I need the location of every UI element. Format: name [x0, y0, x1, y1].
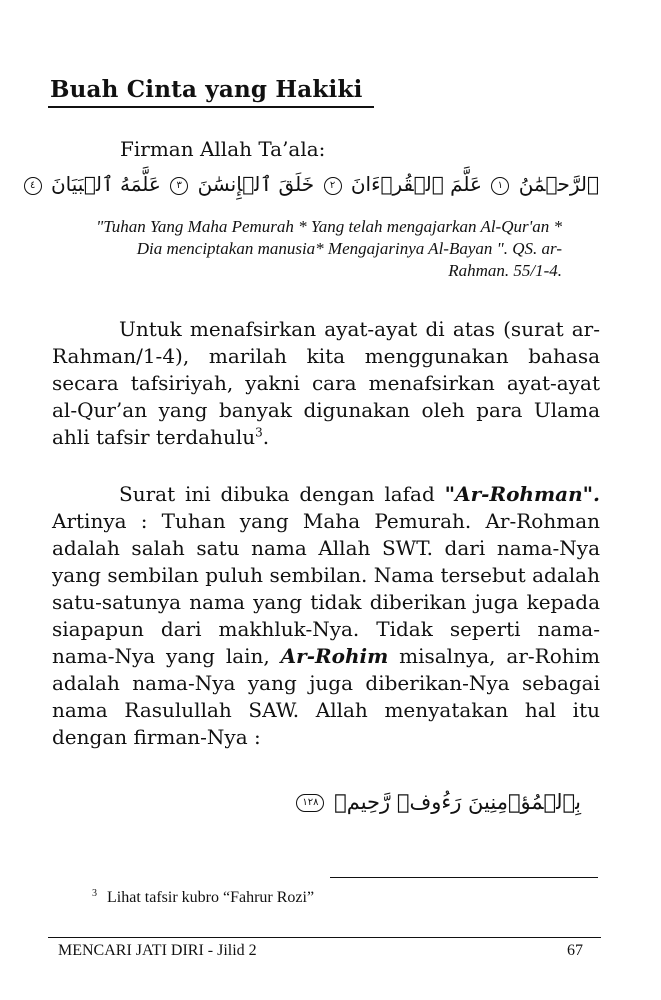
- paragraph-1: [52, 316, 600, 451]
- footnote-divider: [330, 877, 598, 878]
- arabic-verse-1: ٱلرَّحۡمَٰنُ: [518, 172, 599, 196]
- paragraph-1-end: .: [262, 425, 270, 449]
- intro-line: Firman Allah Ta’ala:: [120, 137, 326, 161]
- quote-verse-number: ١٢٨: [296, 794, 324, 812]
- footnote-ref: 3: [255, 425, 263, 440]
- footnote-text: Lihat tafsir kubro “Fahrur Rozi”: [107, 889, 315, 906]
- footnote-number: 3: [92, 887, 97, 899]
- page-heading: Buah Cinta yang Hakiki: [50, 76, 363, 103]
- arabic-verse-4: عَلَّمَهُ ٱلۡبَيَانَ: [50, 172, 161, 196]
- page-number: 67: [567, 942, 583, 959]
- arabic-quote-text: بِٱلۡمُؤۡمِنِينَ رَءُوفٞ رَّحِيمٞ: [334, 790, 581, 814]
- paragraph-2-part-3: misalnya, ar-Rohim adalah nama-Nya yang juga diberikan-Nya sebagai nama Rasulullah SAW. Allah menyatakan hal itu dengan firman-Nya :: [52, 644, 600, 749]
- paragraph-2: [52, 481, 600, 751]
- paragraph-2-part-1: Surat ini dibuka dengan lafad: [119, 482, 445, 506]
- verse-number-3: ٣: [170, 177, 188, 195]
- verse-translation: "Tuhan Yang Maha Pemurah * Yang telah mengajarkan Al-Qur'an * Dia menciptakan manusia* Mengajarinya Al-Bayan ". QS. ar-Rahman. 55/1-4.: [96, 217, 562, 280]
- paragraph-1-text: Untuk menafsirkan ayat-ayat di atas (surat ar-Rahman/1-4), marilah kita menggunakan bahasa secara tafsiriyah, yakni cara menafsirkan ayat-ayat al-Qur’an yang banyak digunakan oleh para Ulama ahli tafsir terdahulu: [52, 317, 600, 449]
- verse-number-1: ١: [491, 177, 509, 195]
- arabic-quote-verse: [293, 790, 581, 814]
- verse-number-4: ٤: [24, 177, 42, 195]
- verse-number-2: ٢: [324, 177, 342, 195]
- heading-underline: [48, 106, 374, 108]
- arabic-verse-3: خَلَقَ ٱلۡإِنسَٰنَ: [197, 172, 315, 196]
- emphasis-ar-rohim: Ar-Rohim: [280, 644, 389, 668]
- emphasis-ar-rohman: "Ar-Rohman".: [444, 482, 600, 506]
- footer-divider: [48, 937, 601, 938]
- running-footer-title: MENCARI JATI DIRI - Jilid 2: [58, 942, 257, 959]
- arabic-verse-2: عَلَّمَ ٱلۡقُرۡءَانَ: [350, 172, 482, 196]
- paragraph-2-part-2: Artinya : Tuhan yang Maha Pemurah. Ar-Rohman adalah salah satu nama Allah SWT. dari nama-Nya yang sembilan puluh sembilan. Nama tersebut adalah satu-satunya nama yang tidak diberikan juga kepada siapapun dari makhluk-Nya. Tidak seperti nama-nama-Nya yang lain,: [52, 509, 600, 668]
- footnote: [92, 889, 314, 907]
- arabic-verse-block: [21, 172, 599, 196]
